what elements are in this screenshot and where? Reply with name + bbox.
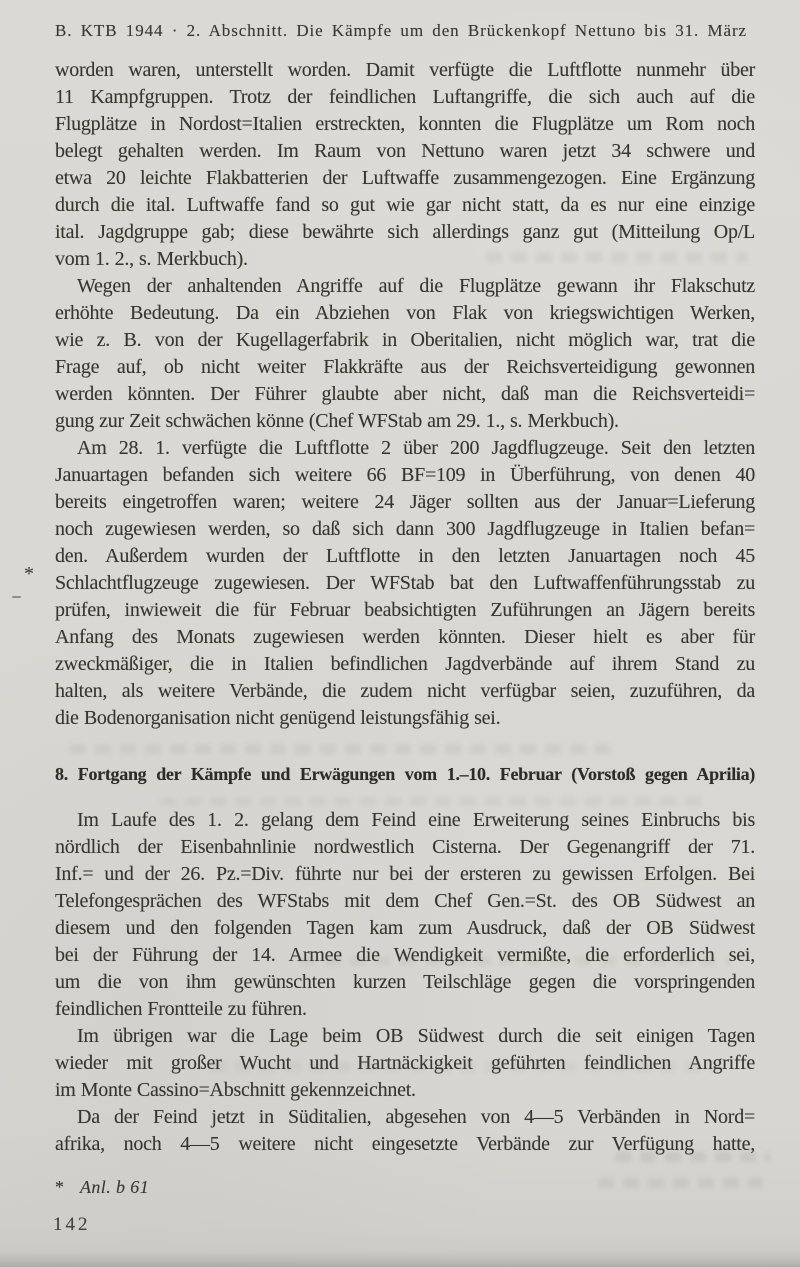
- text-line: 11 Kampfgruppen. Trotz der feindlichen Luftangriffe, die sich auch auf die: [55, 86, 755, 108]
- paragraph: [55, 273, 755, 435]
- paragraph: [55, 1023, 755, 1104]
- text-line: gung zur Zeit schwächen könne (Chef WFStab am 29. 1., s. Merkbuch).: [55, 410, 619, 432]
- text-line: Im übrigen war die Lage beim OB Südwest durch die seit einigen Tagen: [77, 1025, 755, 1047]
- paragraph: [55, 807, 755, 1023]
- footnote-marker: *: [55, 1177, 64, 1197]
- paragraph: [55, 1104, 755, 1158]
- text-line: nördlich der Eisenbahnlinie nordwestlich Cisterna. Der Gegenangriff der 71.: [55, 836, 755, 858]
- text-line: Wegen der anhaltenden Angriffe auf die Flugplätze gewann ihr Flakschutz: [77, 275, 755, 297]
- text-line: wie z. B. von der Kugellagerfabrik in Oberitalien, nicht möglich war, trat die: [55, 329, 755, 351]
- text-line: feindlichen Frontteile zu führen.: [55, 998, 307, 1020]
- text-line: zweckmäßiger, die in Italien befindlichen Jagdverbände auf ihrem Stand zu: [55, 653, 755, 675]
- text-line: werden könnten. Der Führer glaubte aber nicht, daß man die Reichsverteidi=: [55, 383, 755, 405]
- text-line: im Monte Cassino=Abschnitt gekennzeichnet.: [55, 1079, 416, 1101]
- text-line: Da der Feind jetzt in Süditalien, abgesehen von 4—5 Verbänden in Nord=: [77, 1106, 755, 1128]
- text-line: Am 28. 1. verfügte die Luftflotte 2 über 200 Jagdflugzeuge. Seit den letzten: [77, 437, 755, 459]
- text-line: worden waren, unterstellt worden. Damit verfügte die Luftflotte nunmehr über: [55, 59, 755, 81]
- margin-note-asterisk: *: [24, 563, 34, 585]
- page-body: [55, 57, 755, 1158]
- text-line: belegt gehalten werden. Im Raum von Nettuno waren jetzt 34 schwere und: [55, 140, 755, 162]
- text-line: um die von ihm gewünschten kurzen Teilschläge gegen die vorspringenden: [55, 971, 755, 993]
- paragraph: [55, 435, 755, 732]
- text-line: vom 1. 2., s. Merkbuch).: [55, 248, 248, 270]
- margin-dash-mark: [12, 596, 21, 598]
- text-line: diesem und den folgenden Tagen kam zum Ausdruck, daß der OB Südwest: [55, 917, 755, 939]
- footnote: [55, 1176, 149, 1198]
- text-line: ital. Jagdgruppe gab; diese bewährte sich allerdings ganz gut (Mitteilung Op/L: [55, 221, 755, 243]
- running-header: B. KTB 1944 · 2. Abschnitt. Die Kämpfe um den Brückenkopf Nettuno bis 31. März: [55, 21, 747, 40]
- text-line: den. Außerdem wurden der Luftflotte in den letzten Januartagen noch 45: [55, 545, 755, 567]
- bleedthrough-smudge: [598, 1178, 763, 1188]
- text-line: halten, als weitere Verbände, die zudem nicht verfügbar seien, zuzuführen, da: [55, 680, 755, 702]
- text-line: prüfen, inwieweit die für Februar beabsichtigten Zuführungen an Jägern bereits: [55, 599, 755, 621]
- text-line: wieder mit großer Wucht und Hartnäckigkeit geführten feindlichen Angriffe: [55, 1052, 755, 1074]
- section-heading: 8. Fortgang der Kämpfe und Erwägungen vom 1.–10. Februar (Vorstoß gegen Aprilia): [55, 764, 755, 784]
- text-line: Im Laufe des 1. 2. gelang dem Feind eine Erweiterung seines Einbruchs bis: [77, 809, 755, 831]
- text-line: Januartagen befanden sich weitere 66 BF=109 in Überführung, von denen 40: [55, 464, 755, 486]
- text-line: noch zugewiesen werden, so daß sich dann 300 Jagdflugzeuge in Italien befan=: [55, 518, 755, 540]
- text-line: die Bodenorganisation nicht genügend leistungsfähig sei.: [55, 707, 501, 729]
- page-number: 142: [53, 1214, 91, 1235]
- footnote-text: Anl. b 61: [80, 1177, 150, 1197]
- text-line: Telefongesprächen des WFStabs mit dem Chef Gen.=St. des OB Südwest an: [55, 890, 755, 912]
- text-line: afrika, noch 4—5 weitere nicht eingesetzte Verbände zur Verfügung hatte,: [55, 1133, 755, 1155]
- text-line: erhöhte Bedeutung. Da ein Abziehen von Flak von kriegswichtigen Werken,: [55, 302, 755, 324]
- text-line: Anfang des Monats zugewiesen werden könnten. Dieser hielt es aber für: [55, 626, 755, 648]
- text-line: bei der Führung der 14. Armee die Wendigkeit vermißte, die erforderlich sei,: [55, 944, 755, 966]
- scan-bottom-edge: [0, 1251, 800, 1267]
- text-line: Inf.= und der 26. Pz.=Div. führte nur bei der ersteren zu gewissen Erfolgen. Bei: [55, 863, 755, 885]
- text-line: bereits eingetroffen waren; weitere 24 Jäger sollten aus der Januar=Lieferung: [55, 491, 755, 513]
- text-line: etwa 20 leichte Flakbatterien der Luftwaffe zusammengezogen. Eine Ergänzung: [55, 167, 755, 189]
- paragraph: [55, 57, 755, 273]
- text-line: Flugplätze in Nordost=Italien erstreckten, konnten die Flugplätze um Rom noch: [55, 113, 755, 135]
- text-line: Schlachtflugzeuge zugewiesen. Der WFStab bat den Luftwaffenführungsstab zu: [55, 572, 755, 594]
- text-line: durch die ital. Luftwaffe fand so gut wie gar nicht statt, da es nur eine einzige: [55, 194, 755, 216]
- text-line: Frage auf, ob nicht weiter Flakkräfte aus der Reichsverteidigung gewonnen: [55, 356, 755, 378]
